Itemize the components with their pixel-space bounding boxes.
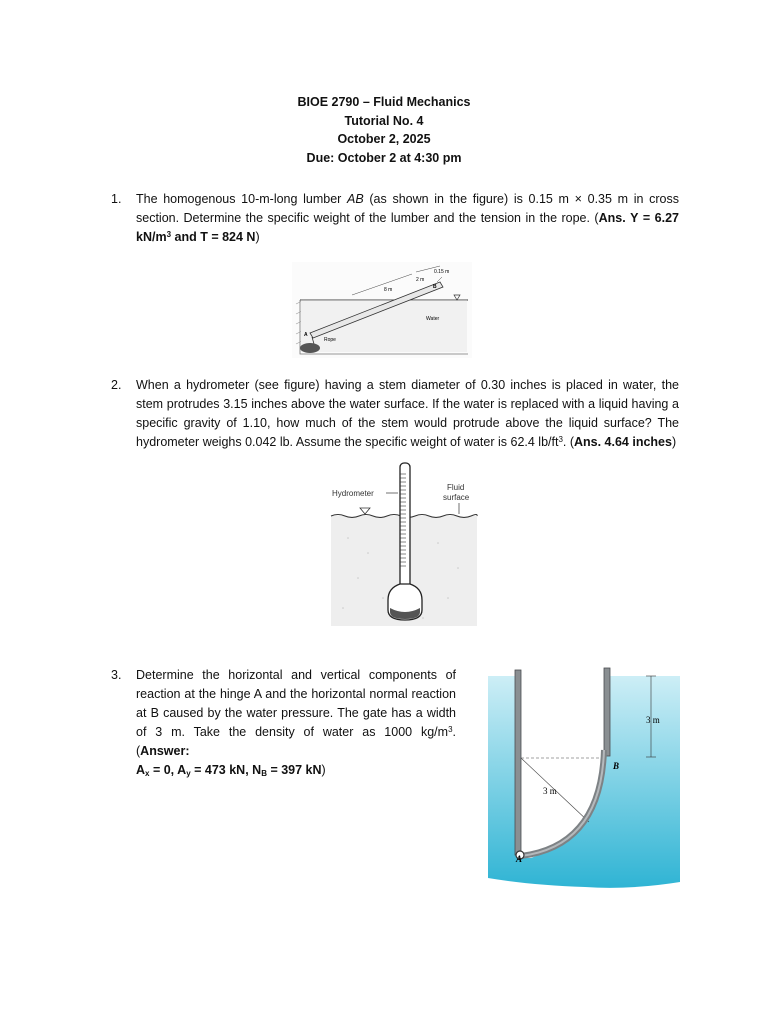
lumber-dim-8m: 8 m: [384, 287, 393, 293]
hinge-a-label: A: [516, 854, 523, 864]
question-2-answer: Ans. 4.64 inches: [574, 435, 672, 449]
question-3-text: Determine the horizontal and vertical components of reaction at the hinge A and the horizontal normal reaction at B caused by the water pressure. The gate has a width of 3 m. Take the density of water as 1000 $kg/m^3$. (Answer: $A_x = 0$, $A_y = 473$ kN, $N_B = 397$ kN): [136, 668, 456, 778]
question-1-number: 1.: [111, 192, 122, 206]
question-2-text: When a hydrometer (see figure) having a stem diameter of 0.30 inches is placed in water, the stem protrudes 3.15 inches above the water surface. If the water is replaced with a liquid having a specific gravity of 1.10, how much of the stem would protrude above the liquid surface? The hydrometer weighs 0.042 lb. Assume the specific weight of water is 62.4 $lb/ft^3$. (Ans. 4.64 inches): [136, 378, 679, 449]
lumber-rope-label: Rope: [324, 337, 336, 343]
tutorial-date: October 2, 2025: [337, 132, 431, 146]
fluid-label: Fluid: [447, 483, 465, 492]
lumber-point-b: B: [433, 284, 437, 290]
surface-label: surface: [443, 493, 470, 502]
document-header: [0, 93, 768, 167]
question-2-number: 2.: [111, 378, 122, 392]
question-1-text: The homogenous 10-m-long lumber AB (as shown in the figure) is 0.15 m × 0.35 m in cross section. Determine the specific weight of the lumber and the tension in the rope. (Ans. Υ = 6.27 $kN/m^3$ and T = 824 N): [136, 192, 679, 244]
gate-height-label: 3 m: [646, 715, 660, 725]
lumber-water-label: Water: [426, 316, 440, 322]
question-3-answer: Answer: $A_x = 0$, $A_y = 473$ kN, $N_B = 397$ kN: [136, 744, 322, 778]
point-b-label: B: [613, 761, 620, 771]
hydrometer-label: Hydrometer: [332, 489, 374, 498]
lumber-figure: [292, 262, 472, 358]
due-date: Due: October 2 at 4:30 pm: [306, 150, 462, 165]
question-3-number: 3.: [111, 668, 122, 682]
lumber-dim-2m: 2 m: [416, 277, 425, 283]
question-1-answer: Ans. Υ = 6.27 $kN/m^3$ and T = 824 N: [136, 211, 679, 244]
course-title: BIOE 2790 – Fluid Mechanics: [297, 95, 471, 109]
hydrometer-figure: [328, 458, 480, 628]
lumber-point-a: A: [304, 332, 308, 338]
gate-radius-label: 3 m: [543, 786, 557, 796]
lumber-dim-015: 0.15 m: [434, 269, 450, 275]
tutorial-number: Tutorial No. 4: [344, 113, 424, 128]
gate-figure: [470, 650, 680, 910]
